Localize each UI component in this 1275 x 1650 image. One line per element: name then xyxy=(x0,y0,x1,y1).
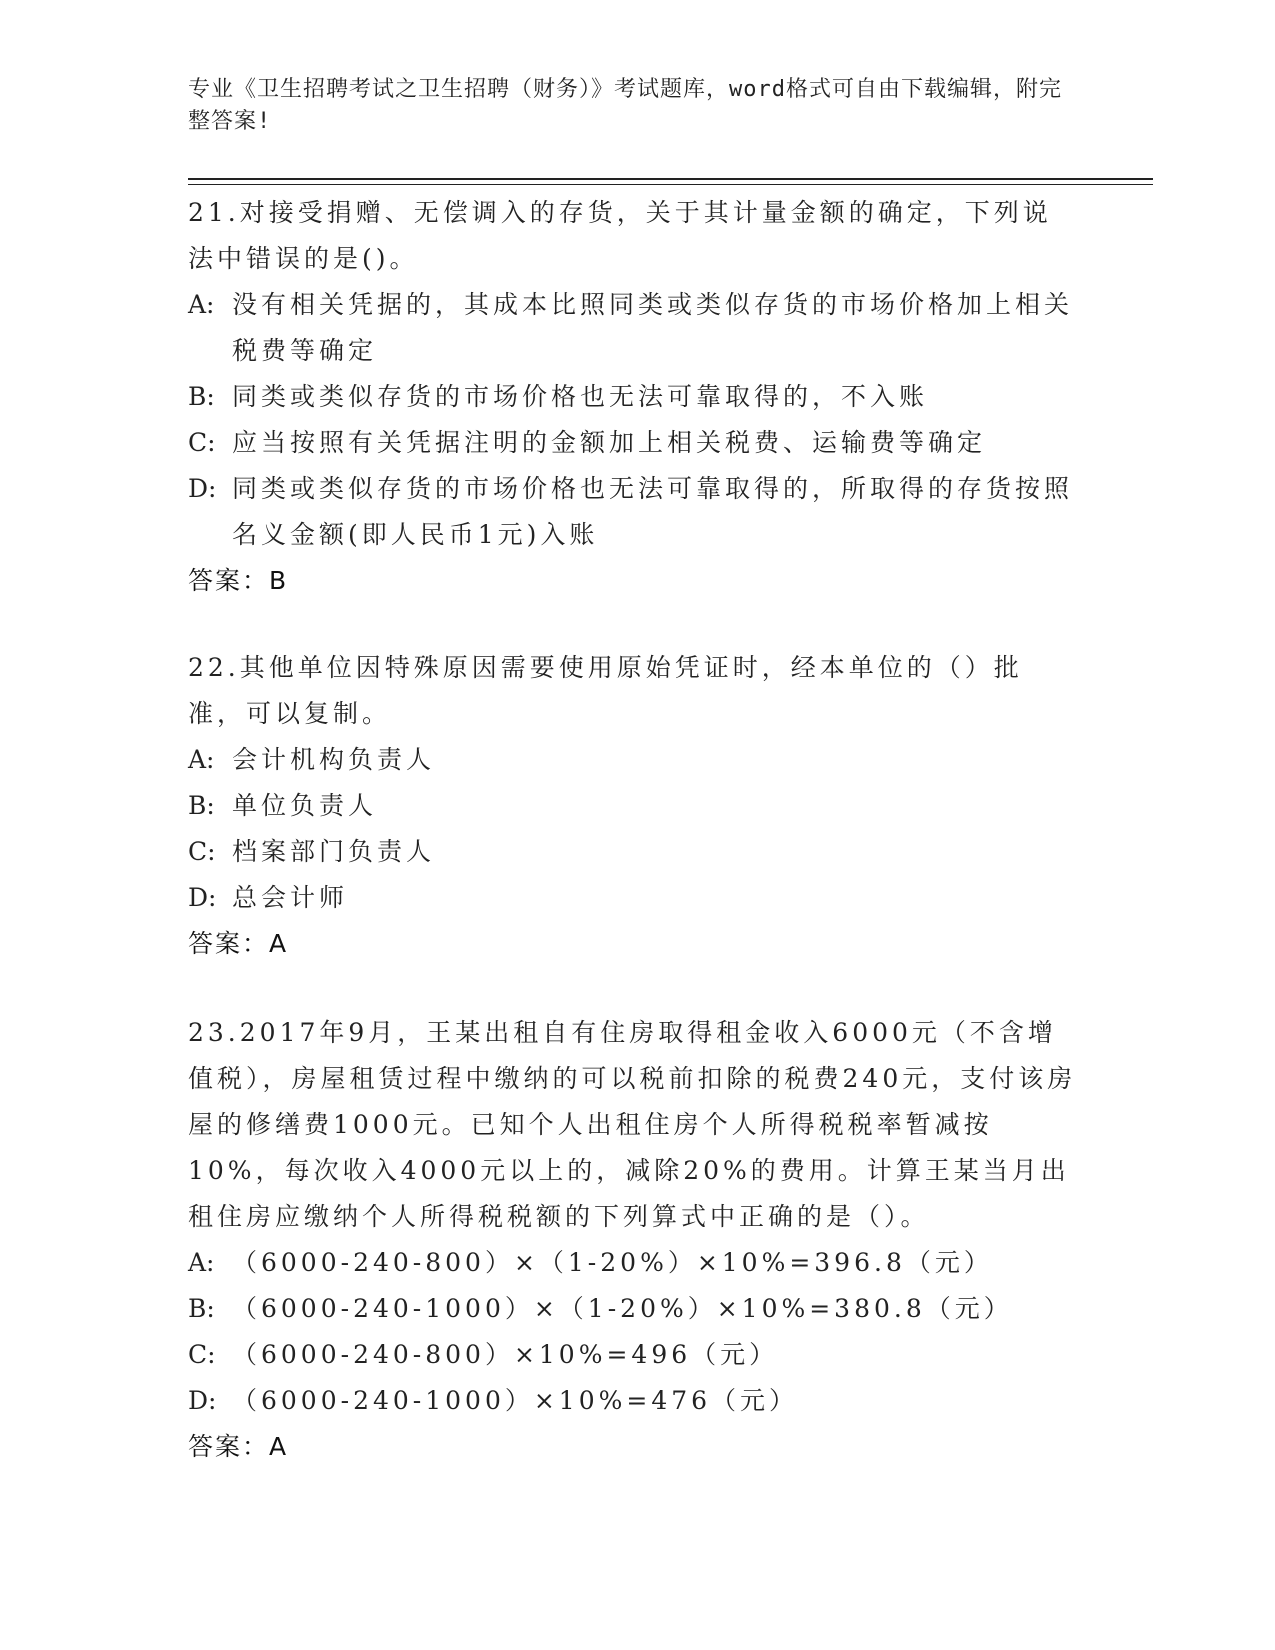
header-rule-thick xyxy=(188,178,1153,180)
document-header: 专业《卫生招聘考试之卫生招聘（财务）》考试题库，word格式可自由下载编辑，附完整答案! xyxy=(188,77,1062,134)
question-22 xyxy=(188,645,1078,967)
option-key: C: xyxy=(188,837,216,866)
option-text: （6000-240-1000）×10%=476（元） xyxy=(232,1386,799,1415)
option-a xyxy=(188,282,1078,374)
option-key: B: xyxy=(188,1294,215,1323)
option-d xyxy=(188,875,1078,921)
answer: 答案：B xyxy=(188,566,289,595)
option-text: 同类或类似存货的市场价格也无法可靠取得的，不入账 xyxy=(232,382,929,411)
option-text: 应当按照有关凭据注明的金额加上相关税费、运输费等确定 xyxy=(232,428,987,457)
option-d xyxy=(188,466,1078,558)
option-text: （6000-240-1000）×（1-20%）×10%=380.8（元） xyxy=(232,1294,1013,1323)
option-text: （6000-240-800）×10%=496（元） xyxy=(232,1340,779,1369)
option-text: 单位负责人 xyxy=(232,791,378,820)
option-key: A: xyxy=(188,745,215,774)
option-text: 档案部门负责人 xyxy=(232,837,436,866)
question-23 xyxy=(188,1010,1078,1470)
option-key: D: xyxy=(188,1386,217,1415)
option-b xyxy=(188,783,1078,829)
question-21 xyxy=(188,190,1078,604)
option-text: 总会计师 xyxy=(232,883,349,912)
question-text: 22.其他单位因特殊原因需要使用原始凭证时，经本单位的（）批准，可以复制。 xyxy=(188,653,1023,728)
option-key: A: xyxy=(188,1248,215,1277)
answer: 答案：A xyxy=(188,1432,289,1461)
question-text: 21.对接受捐赠、无偿调入的存货，关于其计量金额的确定，下列说法中错误的是()。 xyxy=(188,198,1052,273)
option-key: B: xyxy=(188,791,215,820)
question-text: 23.2017年9月，王某出租自有住房取得租金收入6000元（不含增值税），房屋租赁过程中缴纳的可以税前扣除的税费240元，支付该房屋的修缮费1000元。已知个人出租住房个人所得税税率暂减按10%，每次收入4000元以上的，减除20%的费用。计算王某当月出租住房应缴纳个人所得税税额的下列算式中正确的是（）。 xyxy=(188,1018,1077,1231)
option-key: C: xyxy=(188,428,216,457)
option-key: D: xyxy=(188,474,217,503)
option-key: C: xyxy=(188,1340,216,1369)
option-text: 没有相关凭据的，其成本比照同类或类似存货的市场价格加上相关税费等确定 xyxy=(232,290,1074,365)
option-key: D: xyxy=(188,883,217,912)
option-a xyxy=(188,737,1078,783)
answer: 答案：A xyxy=(188,929,289,958)
option-c xyxy=(188,420,1078,466)
option-d xyxy=(188,1378,1078,1424)
option-text: 同类或类似存货的市场价格也无法可靠取得的，所取得的存货按照名义金额(即人民币1元)入账 xyxy=(232,474,1074,549)
option-key: B: xyxy=(188,382,215,411)
option-b xyxy=(188,374,1078,420)
option-c xyxy=(188,1332,1078,1378)
option-key: A: xyxy=(188,290,215,319)
option-b xyxy=(188,1286,1078,1332)
option-text: 会计机构负责人 xyxy=(232,745,436,774)
option-text: （6000-240-800）×（1-20%）×10%=396.8（元） xyxy=(232,1248,993,1277)
header-rule-thin xyxy=(188,184,1153,185)
option-a xyxy=(188,1240,1078,1286)
option-c xyxy=(188,829,1078,875)
